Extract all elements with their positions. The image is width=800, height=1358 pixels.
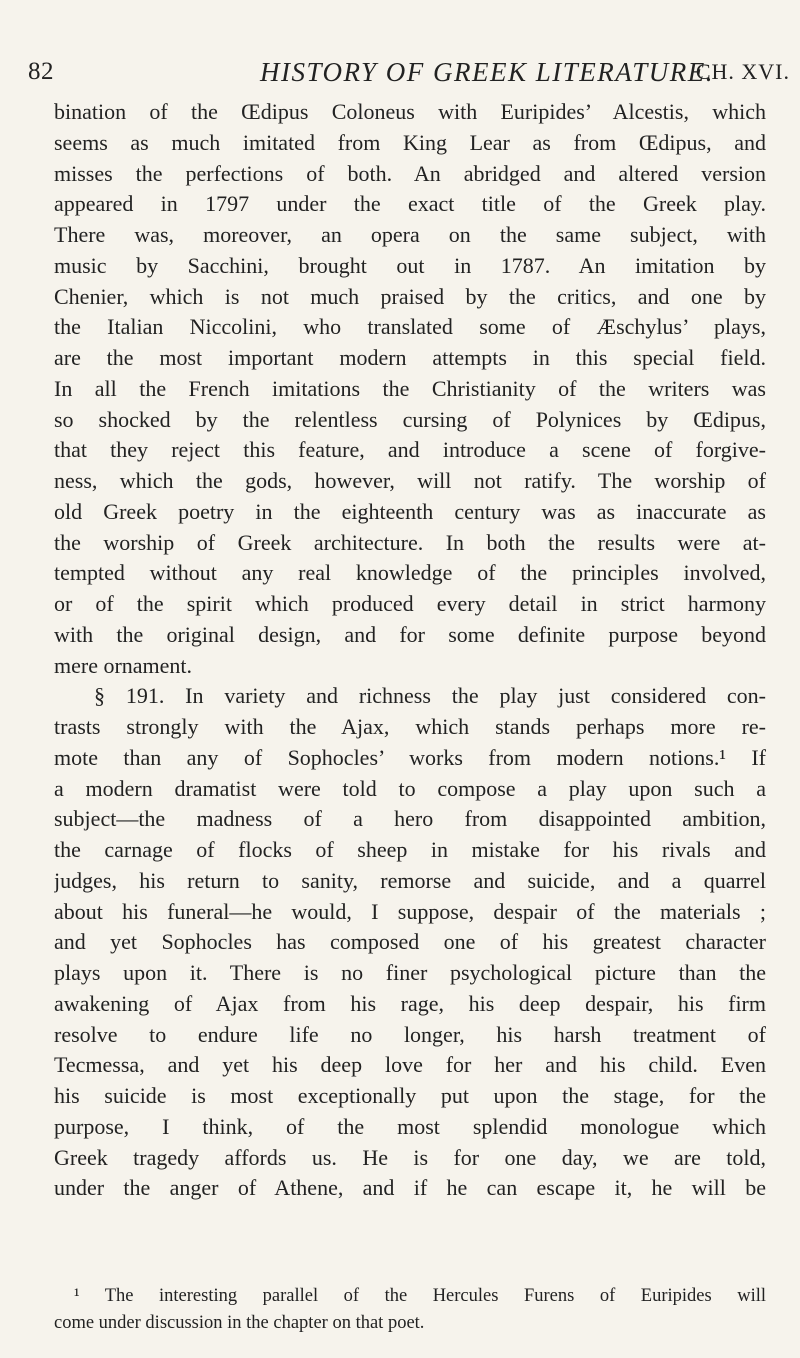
- text-line: misses the perfections of both. An abridged and altered version: [54, 160, 766, 186]
- text-line: or of the spirit which produced every detail in strict harmony: [54, 591, 766, 616]
- text-line: under the anger of Athene, and if he can escape it, he will be: [54, 1175, 766, 1201]
- text-line: the worship of Greek architecture. In both the results were at-: [54, 529, 766, 555]
- section-start-line: § 191. In variety and richness the play just considered con-: [94, 683, 766, 709]
- text-line: bination of the Œdipus Coloneus with Euripides’ Alcestis, which: [54, 99, 766, 124]
- text-line: that they reject this feature, and introduce a scene of forgive-: [54, 437, 766, 463]
- text-line: the carnage of flocks of sheep in mistake for his rivals and: [54, 837, 766, 862]
- text-line: In all the French imitations the Christianity of the writers was: [54, 375, 766, 401]
- footnote: [54, 1283, 766, 1337]
- text-line: resolve to endure life no longer, his harsh treatment of: [54, 1021, 766, 1047]
- text-line: awakening of Ajax from his rage, his deep despair, his firm: [54, 990, 766, 1016]
- text-line: judges, his return to sanity, remorse and suicide, and a quarrel: [54, 867, 766, 893]
- running-header: [28, 52, 790, 92]
- text-line: plays upon it. There is no finer psychological picture than the: [54, 960, 766, 985]
- text-line: ness, which the gods, however, will not ratify. The worship of: [54, 468, 766, 493]
- text-line: mote than any of Sophocles’ works from modern notions.¹ If: [54, 744, 766, 770]
- text-line: music by Sacchini, brought out in 1787. An imitation by: [54, 252, 766, 278]
- running-title: HISTORY OF GREEK LITERATURE.: [260, 57, 715, 87]
- text-line: subject—the madness of a hero from disappointed ambition,: [54, 806, 766, 832]
- chapter-label: CH. XVI.: [695, 59, 790, 84]
- text-line: trasts strongly with the Ajax, which stands perhaps more re-: [54, 714, 766, 739]
- text-line: Tecmessa, and yet his deep love for her and his child. Even: [54, 1052, 766, 1078]
- text-line: Greek tragedy affords us. He is for one day, we are told,: [54, 1144, 766, 1170]
- footnote-line: ¹ The interesting parallel of the Hercules Furens of Euripides will: [74, 1286, 766, 1306]
- text-line: old Greek poetry in the eighteenth century was as inaccurate as: [54, 498, 766, 524]
- text-line: about his funeral—he would, I suppose, despair of the materials ;: [54, 898, 766, 924]
- text-line: appeared in 1797 under the exact title of the Greek play.: [54, 191, 766, 217]
- page-number: 82: [28, 58, 54, 85]
- text-line: purpose, I think, of the most splendid monologue which: [54, 1113, 766, 1139]
- text-line: his suicide is most exceptionally put upon the stage, for the: [54, 1083, 766, 1108]
- text-line: a modern dramatist were told to compose a play upon such a: [54, 775, 766, 801]
- text-line: with the original design, and for some definite purpose beyond: [54, 621, 766, 647]
- text-line: are the most important modern attempts in this special field.: [54, 345, 766, 370]
- text-line: and yet Sophocles has composed one of his greatest character: [54, 929, 766, 955]
- text-line: seems as much imitated from King Lear as from Œdipus, and: [54, 129, 766, 155]
- text-line: There was, moreover, an opera on the same subject, with: [54, 222, 766, 247]
- footnote-line: come under discussion in the chapter on that poet.: [54, 1313, 425, 1333]
- text-line: tempted without any real knowledge of the principles involved,: [54, 560, 766, 586]
- body-text: [54, 97, 766, 1204]
- text-line: so shocked by the relentless cursing of Polynices by Œdipus,: [54, 406, 766, 432]
- text-line: mere ornament.: [54, 652, 193, 678]
- text-line: Chenier, which is not much praised by the critics, and one by: [54, 283, 766, 309]
- text-line: the Italian Niccolini, who translated some of Æschylus’ plays,: [54, 314, 766, 340]
